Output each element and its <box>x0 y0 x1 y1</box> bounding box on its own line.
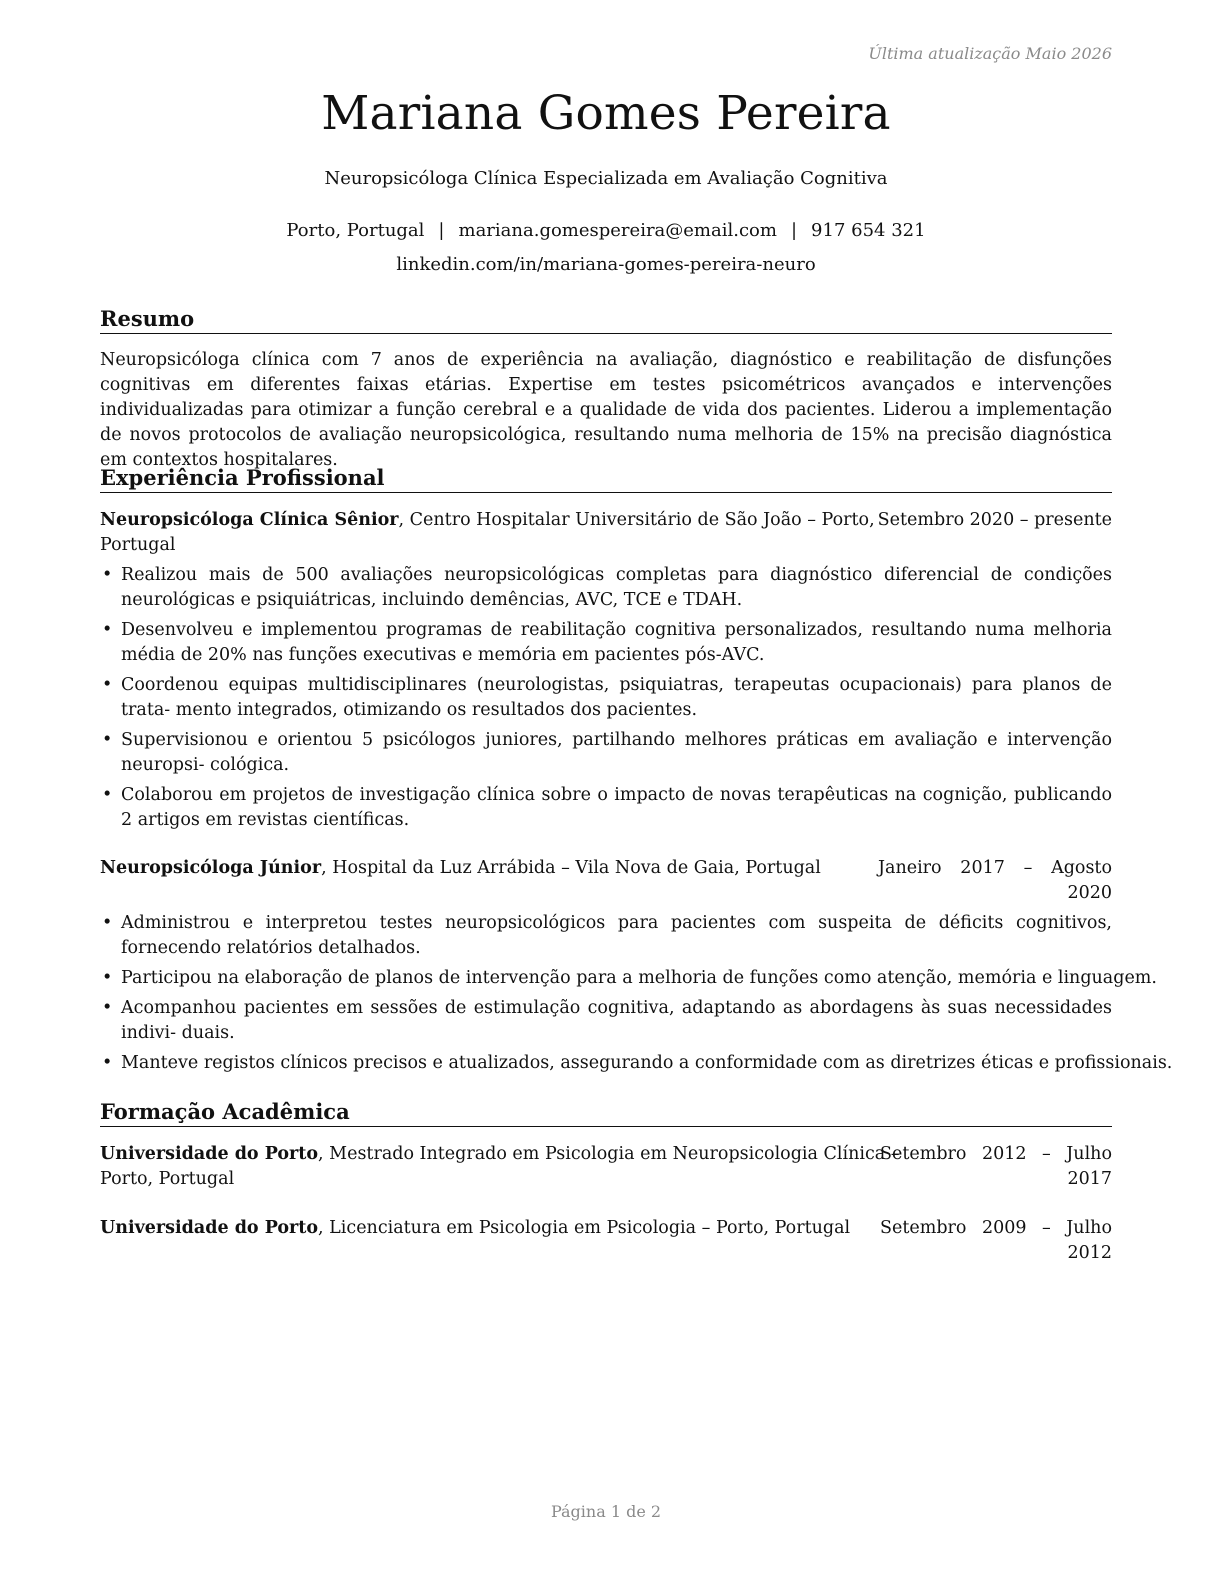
education-dates: Setembro 2009 – Julho <box>880 1218 1112 1238</box>
job-dates: Setembro 2020 – presente <box>877 510 1112 530</box>
job-bullets <box>100 563 1112 838</box>
job-header <box>100 508 1112 558</box>
job-title: Neuropsicóloga Clínica Sênior <box>100 510 399 530</box>
candidate-name: Mariana Gomes Pereira <box>321 86 891 141</box>
list-item: • Colaborou em projetos de investigação clínica sobre o impacto de novas terapêuticas na cognição, publicando 2 artigos em revistas científicas. <box>100 783 1112 833</box>
list-item: • Realizou mais de 500 avaliações neuropsicológicas completas para diagnóstico diferencial de condições neurológicas e psiquiátricas, incluindo demências, AVC, TCE e TDAH. <box>100 563 1112 613</box>
education-dates: Setembro 2012 – Julho <box>880 1144 1112 1164</box>
list-item: • Supervisionou e orientou 5 psicólogos juniores, partilhando melhores práticas em avaliação e intervenção neuropsi- cológica. <box>100 728 1112 778</box>
resume-page <box>100 0 1173 1584</box>
email: mariana.gomespereira@email.com <box>458 220 777 241</box>
education-entry <box>100 1142 1112 1192</box>
list-item: • Manteve registos clínicos precisos e atualizados, assegurando a conformidade com as diretrizes éticas e profissionais. <box>100 1051 1112 1076</box>
job-dates-continued: 2020 <box>1067 883 1112 903</box>
list-item: • Participou na elaboração de planos de intervenção para a melhoria de funções como atenção, memória e linguagem. <box>100 966 1112 991</box>
school-name: Universidade do Porto <box>100 1144 319 1164</box>
experience-heading: Experiência Profissional <box>100 465 1112 493</box>
education-entry <box>100 1216 1112 1266</box>
list-item: • Desenvolveu e implementou programas de reabilitação cognitiva personalizados, resultando numa melhoria média de 20% nas funções executivas e memória em pacientes pós-AVC. <box>100 618 1112 668</box>
summary-heading: Resumo <box>100 306 1112 334</box>
contact-info <box>100 220 1112 241</box>
job-bullets <box>100 911 1173 1081</box>
job-organization: , Centro Hospitalar Universitário de São João – Porto, <box>398 510 875 530</box>
education-heading: Formação Acadêmica <box>100 1099 1112 1127</box>
professional-title: Neuropsicóloga Clínica Especializada em Avaliação Cognitiva <box>324 168 888 189</box>
education-dates-continued: 2017 <box>1067 1169 1112 1189</box>
degree-location: Porto, Portugal <box>100 1169 235 1189</box>
job-header <box>100 856 1112 906</box>
list-item: • Acompanhou pacientes em sessões de estimulação cognitiva, adaptando as abordagens às suas necessidades indivi- duais. <box>100 996 1112 1046</box>
page-number: Página 1 de 2 <box>550 1502 662 1521</box>
contact-separator: | <box>790 220 798 241</box>
school-name: Universidade do Porto <box>100 1218 319 1238</box>
last-updated: Última atualização Maio 2026 <box>868 44 1112 63</box>
location: Porto, Portugal <box>286 220 425 241</box>
job-dates: Janeiro 2017 – Agosto <box>878 858 1112 878</box>
job-location: Portugal <box>100 535 176 555</box>
summary-text: Neuropsicóloga clínica com 7 anos de experiência na avaliação, diagnóstico e reabilitação de disfunções cognitivas em diferentes faixas etárias. Expertise em testes psicométricos avançados e intervenções individualizadas para otimizar a função cerebral e a qualidade de vida dos pacientes. Liderou a implementação de novos protocolos de avaliação neuropsicológica, resultando numa melhoria de 15% na precisão diagnóstica em contextos hospitalares. <box>100 350 1112 470</box>
degree: , Mestrado Integrado em Psicologia em Neuropsicologia Clínica – <box>318 1144 900 1164</box>
degree: , Licenciatura em Psicologia em Psicologia – Porto, Portugal <box>318 1218 851 1238</box>
linkedin-url: linkedin.com/in/mariana-gomes-pereira-neuro <box>396 254 816 275</box>
contact-separator: | <box>438 220 445 241</box>
job-title: Neuropsicóloga Júnior <box>100 858 322 878</box>
job-organization: , Hospital da Luz Arrábida – Vila Nova de Gaia, Portugal <box>321 858 821 878</box>
education-dates-continued: 2012 <box>1067 1243 1112 1263</box>
list-item: • Coordenou equipas multidisciplinares (neurologistas, psiquiatras, terapeutas ocupacionais) para planos de trata- mento integrados, otimizando os resultados dos pacientes. <box>100 673 1112 723</box>
list-item: • Administrou e interpretou testes neuropsicológicos para pacientes com suspeita de déficits cognitivos, fornecendo relatórios detalhados. <box>100 911 1112 961</box>
phone: 917 654 321 <box>811 220 926 241</box>
